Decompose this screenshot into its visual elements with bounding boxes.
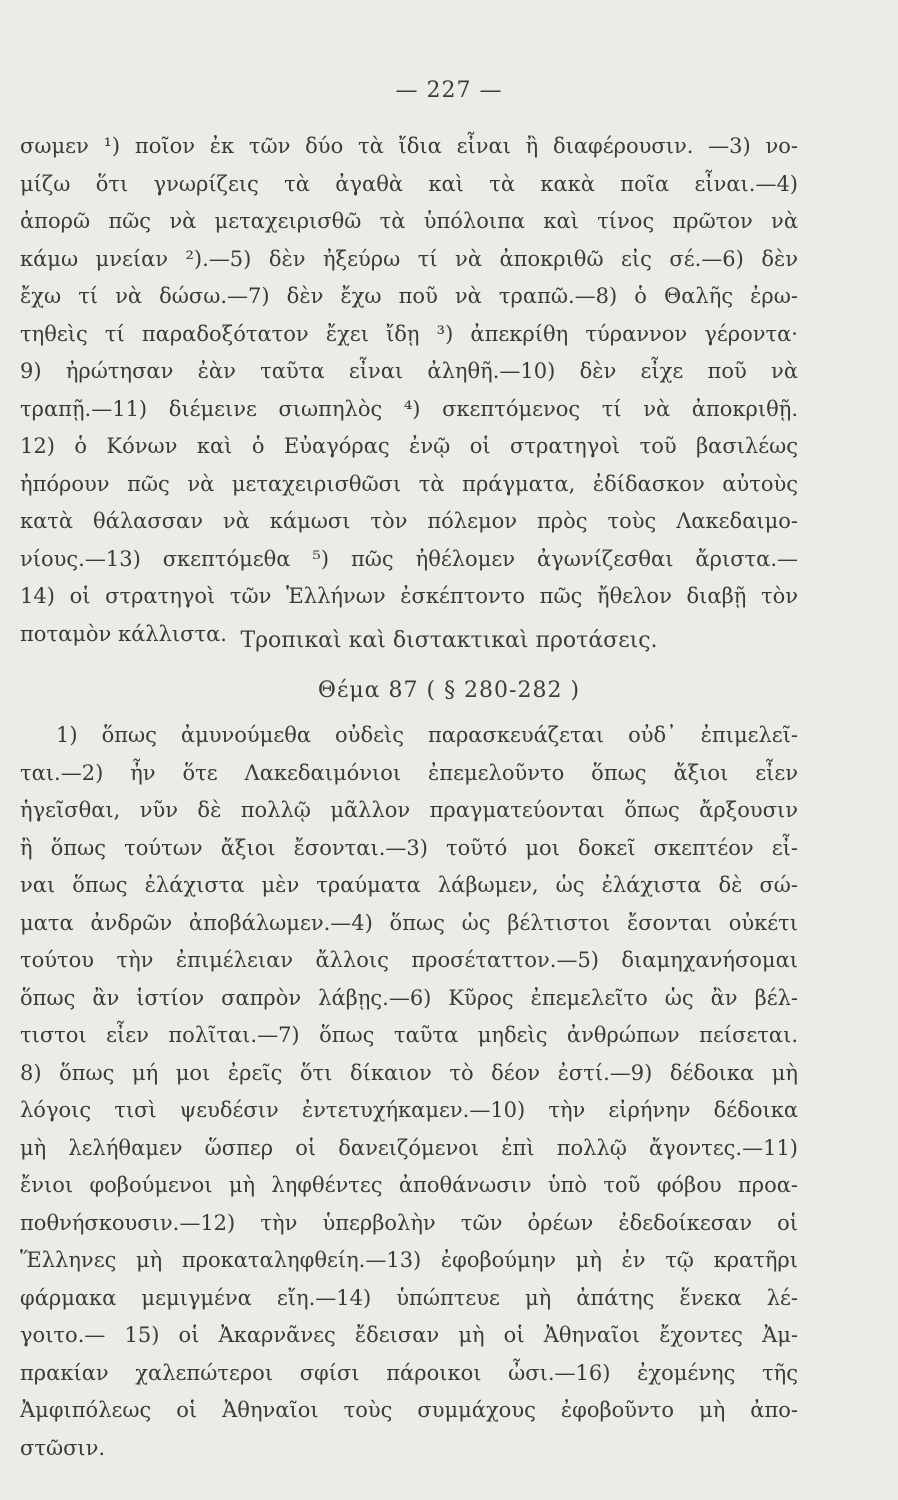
text-line: γοιτο.— 15) οἱ Ἀκαρνᾶνες ἔδεισαν μὴ οἱ Ἀθηναῖοι ἔχοντες Ἀμ- xyxy=(20,1323,798,1347)
text-line: τηθεὶς τί παραδοξότατον ἔχει ἴδῃ ³) ἀπεκρίθη τύραννον γέροντα· xyxy=(20,321,798,346)
text-line: κάμω μνείαν ²).—5) δὲν ἠξεύρω τί νὰ ἀποκριθῶ εἰς σέ.—6) δὲν xyxy=(20,246,798,271)
text-line: τιστοι εἶεν πολῖται.—7) ὅπως ταῦτα μηδεὶς ἀνθρώπων πείσεται. xyxy=(20,1023,798,1047)
text-line: ἔνιοι φοβούμενοι μὴ ληφθέντες ἀποθάνωσιν ὑπὸ τοῦ φόβου προα- xyxy=(20,1173,798,1197)
text-line: πρακίαν χαλεπώτεροι σφίσι πάροικοι ὦσι.—16) ἐχομένης τῆς xyxy=(20,1360,798,1385)
text-line: ἢ ὅπως τούτων ἄξιοι ἔσονται.—3) τοῦτό μοι δοκεῖ σκεπτέον εἶ- xyxy=(20,835,798,860)
text-line: ἠπόρουν πῶς νὰ μεταχειρισθῶσι τὰ πράγματα, ἐδίδασκον αὐτοὺς xyxy=(20,471,798,496)
text-line: ναι ὅπως ἐλάχιστα μὲν τραύματα λάβωμεν, ὡς ἐλάχιστα δὲ σώ- xyxy=(20,873,798,897)
text-line: 14) οἱ στρατηγοὶ τῶν Ἑλλήνων ἐσκέπτοντο πῶς ἤθελον διαβῇ τὸν xyxy=(20,584,798,608)
text-line: ὅπως ἂν ἱστίον σαπρὸν λάβῃς.—6) Κῦρος ἐπεμελεῖτο ὡς ἂν βέλ- xyxy=(20,985,798,1010)
text-line: 12) ὁ Κόνων καὶ ὁ Εὐαγόρας ἐνῷ οἱ στρατηγοὶ τοῦ βασιλέως xyxy=(20,434,798,458)
page-number: — 227 — xyxy=(395,78,503,103)
text-line: στῶσιν. xyxy=(20,1435,106,1460)
text-line: ματα ἀνδρῶν ἀποβάλωμεν.—4) ὅπως ὡς βέλτιστοι ἔσονται οὐκέτι xyxy=(20,910,798,935)
section-title: Τροπικαὶ καὶ διστακτικαὶ προτάσεις. xyxy=(240,628,658,653)
exercise-87-text xyxy=(20,717,798,1467)
text-line: 9) ἠρώτησαν ἐὰν ταῦτα εἶναι ἀληθῆ.—10) δὲν εἶχε ποῦ νὰ xyxy=(20,359,798,383)
exercise-heading: Θέμα 87 ( § 280-282 ) xyxy=(317,678,581,703)
text-line: 1) ὅπως ἀμυνούμεθα οὐδεὶς παρασκευάζεται οὐδ᾽ ἐπιμελεῖ- xyxy=(56,723,798,747)
text-line: λόγοις τισὶ ψευδέσιν ἐντετυχήκαμεν.—10) τὴν εἰρήνην δέδοικα xyxy=(20,1098,798,1122)
text-line: σωμεν ¹) ποῖον ἐκ τῶν δύο τὰ ἴδια εἶναι ἢ διαφέρουσιν. —3) νο- xyxy=(20,134,798,158)
text-line: τραπῇ.—11) διέμεινε σιωπηλὸς ⁴) σκεπτόμενος τί νὰ ἀποκριθῇ. xyxy=(20,396,798,421)
text-line: φάρμακα μεμιγμένα εἴη.—14) ὑπώπτευε μὴ ἀπάτης ἕνεκα λέ- xyxy=(20,1285,798,1310)
text-line: μίζω ὅτι γνωρίζεις τὰ ἀγαθὰ καὶ τὰ κακὰ ποῖα εἶναι.—4) xyxy=(20,171,798,196)
text-line: τούτου τὴν ἐπιμέλειαν ἄλλοις προσέταττον.—5) διαμηχανήσομαι xyxy=(20,948,798,972)
text-line: μὴ λελήθαμεν ὥσπερ οἱ δανειζόμενοι ἐπὶ πολλῷ ἄγοντες.—11) xyxy=(20,1135,798,1160)
text-line: Ἕλληνες μὴ προκαταληφθείη.—13) ἐφοβούμην μὴ ἐν τῷ κρατῆρι xyxy=(20,1248,798,1272)
text-line: ποθνήσκουσιν.—12) τὴν ὑπερβολὴν τῶν ὀρέων ἐδεδοίκεσαν οἱ xyxy=(20,1210,798,1235)
text-line: 8) ὅπως μή μοι ἐρεῖς ὅτι δίκαιον τὸ δέον ἐστί.—9) δέδοικα μὴ xyxy=(20,1060,798,1085)
text-line: ποταμὸν κάλλιστα. xyxy=(20,621,227,646)
text-line: ἔχω τί νὰ δώσω.—7) δὲν ἔχω ποῦ νὰ τραπῶ.—8) ὁ Θαλῆς ἐρω- xyxy=(20,284,798,308)
text-line: ται.—2) ἦν ὅτε Λακεδαιμόνιοι ἐπεμελοῦντο ὅπως ἄξιοι εἶεν xyxy=(20,760,798,785)
text-line: νίους.—13) σκεπτόμεθα ⁵) πῶς ἠθέλομεν ἀγωνίζεσθαι ἄριστα.— xyxy=(20,546,798,571)
text-line: ἡγεῖσθαι, νῦν δὲ πολλῷ μᾶλλον πραγματεύονται ὅπως ἄρξουσιν xyxy=(20,798,798,822)
text-line: Ἀμφιπόλεως οἱ Ἀθηναῖοι τοὺς συμμάχους ἐφοβοῦντο μὴ ἀπο- xyxy=(20,1398,798,1422)
exercise-continuation-text xyxy=(20,128,798,653)
text-line: ἀπορῶ πῶς νὰ μεταχειρισθῶ τὰ ὑπόλοιπα καὶ τίνος πρῶτον νὰ xyxy=(20,209,798,233)
text-line: κατὰ θάλασσαν νὰ κάμωσι τὸν πόλεμον πρὸς τοὺς Λακεδαιμο- xyxy=(20,509,798,533)
